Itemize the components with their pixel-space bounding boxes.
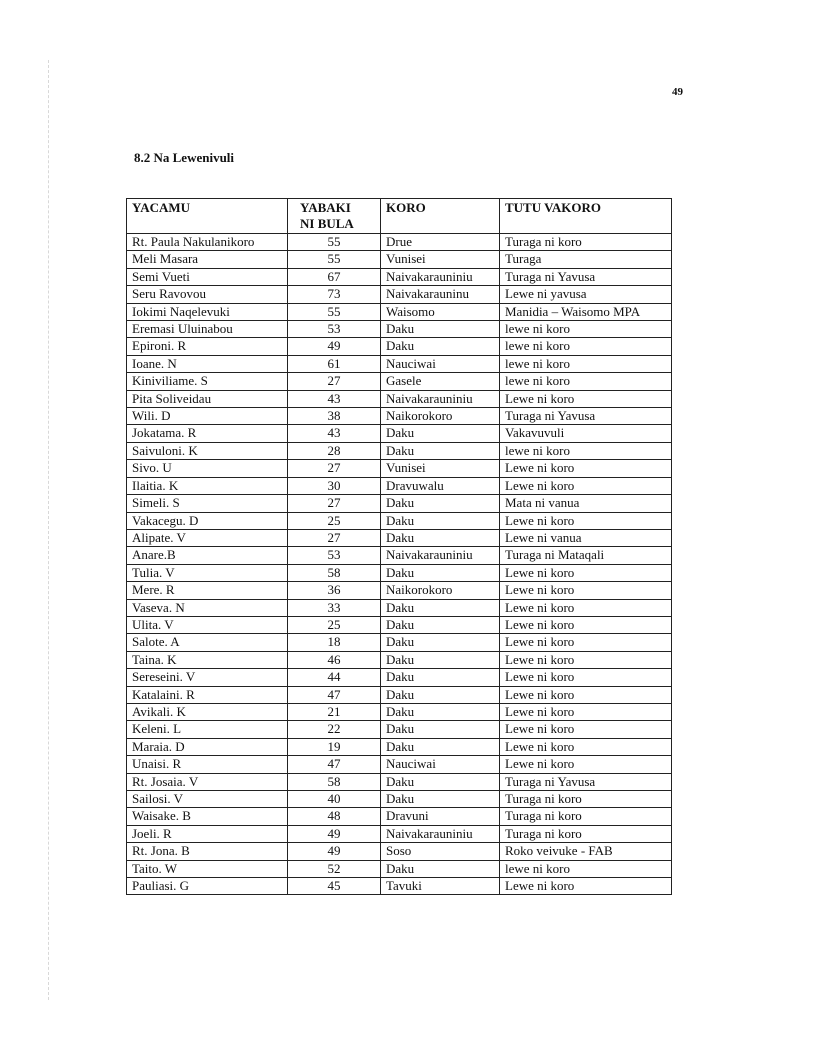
cell-tutu-vakoro: Lewe ni koro — [500, 651, 672, 668]
table-row — [127, 756, 672, 773]
cell-koro: Daku — [381, 564, 500, 581]
cell-name: Ioane. N — [127, 355, 288, 372]
cell-name: Tulia. V — [127, 564, 288, 581]
cell-age: 25 — [288, 616, 381, 633]
table-row — [127, 373, 672, 390]
column-header-koro: KORO — [381, 199, 500, 234]
cell-koro: Dravuwalu — [381, 477, 500, 494]
cell-tutu-vakoro: Lewe ni koro — [500, 686, 672, 703]
page-number: 49 — [672, 86, 683, 98]
cell-tutu-vakoro: Mata ni vanua — [500, 495, 672, 512]
cell-koro: Tavuki — [381, 878, 500, 895]
cell-name: Taina. K — [127, 651, 288, 668]
cell-koro: Daku — [381, 773, 500, 790]
table-row — [127, 582, 672, 599]
cell-age: 55 — [288, 303, 381, 320]
cell-age: 46 — [288, 651, 381, 668]
cell-age: 21 — [288, 703, 381, 720]
table-row — [127, 669, 672, 686]
table-row — [127, 703, 672, 720]
cell-age: 73 — [288, 286, 381, 303]
table-row — [127, 477, 672, 494]
cell-name: Jokatama. R — [127, 425, 288, 442]
cell-age: 49 — [288, 843, 381, 860]
table-row — [127, 495, 672, 512]
cell-koro: Gasele — [381, 373, 500, 390]
cell-tutu-vakoro: Lewe ni yavusa — [500, 286, 672, 303]
cell-age: 44 — [288, 669, 381, 686]
table-row — [127, 234, 672, 251]
cell-koro: Daku — [381, 651, 500, 668]
cell-koro: Daku — [381, 686, 500, 703]
cell-age: 49 — [288, 825, 381, 842]
cell-age: 47 — [288, 686, 381, 703]
table-row — [127, 425, 672, 442]
cell-name: Simeli. S — [127, 495, 288, 512]
cell-name: Avikali. K — [127, 703, 288, 720]
cell-age: 53 — [288, 547, 381, 564]
cell-tutu-vakoro: Lewe ni koro — [500, 564, 672, 581]
cell-age: 58 — [288, 773, 381, 790]
column-header-age — [288, 199, 381, 234]
cell-tutu-vakoro: Lewe ni vanua — [500, 529, 672, 546]
cell-name: Keleni. L — [127, 721, 288, 738]
cell-age: 33 — [288, 599, 381, 616]
table-body — [127, 234, 672, 895]
column-header-age-line1: YABAKI — [300, 200, 351, 215]
cell-age: 45 — [288, 878, 381, 895]
table-row — [127, 634, 672, 651]
cell-koro: Daku — [381, 791, 500, 808]
cell-koro: Naivakarauniniu — [381, 390, 500, 407]
cell-age: 48 — [288, 808, 381, 825]
cell-koro: Naivakarauniniu — [381, 268, 500, 285]
cell-name: Alipate. V — [127, 529, 288, 546]
table-header — [127, 199, 672, 234]
cell-tutu-vakoro: Lewe ni koro — [500, 477, 672, 494]
table-row — [127, 286, 672, 303]
table-row — [127, 808, 672, 825]
cell-tutu-vakoro: Lewe ni koro — [500, 599, 672, 616]
cell-age: 40 — [288, 791, 381, 808]
cell-tutu-vakoro: lewe ni koro — [500, 860, 672, 877]
cell-koro: Daku — [381, 495, 500, 512]
cell-name: Iokimi Naqelevuki — [127, 303, 288, 320]
cell-tutu-vakoro: Manidia – Waisomo MPA — [500, 303, 672, 320]
cell-tutu-vakoro: Turaga — [500, 251, 672, 268]
cell-name: Sereseini. V — [127, 669, 288, 686]
cell-name: Wili. D — [127, 408, 288, 425]
cell-tutu-vakoro: Turaga ni Mataqali — [500, 547, 672, 564]
cell-name: Waisake. B — [127, 808, 288, 825]
cell-koro: Daku — [381, 321, 500, 338]
left-margin-guide — [48, 60, 49, 1000]
cell-tutu-vakoro: Lewe ni koro — [500, 669, 672, 686]
table-row — [127, 512, 672, 529]
cell-koro: Daku — [381, 634, 500, 651]
cell-age: 19 — [288, 738, 381, 755]
cell-age: 53 — [288, 321, 381, 338]
section-title: 8.2 Na Lewenivuli — [134, 150, 235, 165]
cell-koro: Daku — [381, 529, 500, 546]
cell-age: 27 — [288, 460, 381, 477]
cell-koro: Daku — [381, 721, 500, 738]
cell-tutu-vakoro: lewe ni koro — [500, 442, 672, 459]
cell-koro: Naikorokoro — [381, 582, 500, 599]
cell-name: Anare.B — [127, 547, 288, 564]
cell-name: Vaseva. N — [127, 599, 288, 616]
cell-koro: Daku — [381, 738, 500, 755]
cell-age: 25 — [288, 512, 381, 529]
cell-koro: Daku — [381, 703, 500, 720]
cell-name: Epironi. R — [127, 338, 288, 355]
cell-age: 67 — [288, 268, 381, 285]
cell-tutu-vakoro: Lewe ni koro — [500, 512, 672, 529]
cell-tutu-vakoro: Turaga ni koro — [500, 825, 672, 842]
table-row — [127, 773, 672, 790]
cell-name: Eremasi Uluinabou — [127, 321, 288, 338]
cell-name: Sivo. U — [127, 460, 288, 477]
cell-age: 58 — [288, 564, 381, 581]
cell-age: 27 — [288, 495, 381, 512]
cell-age: 47 — [288, 756, 381, 773]
cell-age: 43 — [288, 425, 381, 442]
cell-tutu-vakoro: Lewe ni koro — [500, 616, 672, 633]
cell-age: 55 — [288, 251, 381, 268]
cell-age: 28 — [288, 442, 381, 459]
cell-name: Unaisi. R — [127, 756, 288, 773]
table-row — [127, 843, 672, 860]
cell-age: 43 — [288, 390, 381, 407]
table-row — [127, 321, 672, 338]
cell-name: Katalaini. R — [127, 686, 288, 703]
cell-age: 36 — [288, 582, 381, 599]
table-row — [127, 791, 672, 808]
table-row — [127, 268, 672, 285]
cell-age: 49 — [288, 338, 381, 355]
cell-tutu-vakoro: lewe ni koro — [500, 338, 672, 355]
cell-tutu-vakoro: Turaga ni Yavusa — [500, 773, 672, 790]
cell-name: Kiniviliame. S — [127, 373, 288, 390]
cell-tutu-vakoro: Vakavuvuli — [500, 425, 672, 442]
cell-koro: Vunisei — [381, 460, 500, 477]
cell-tutu-vakoro: lewe ni koro — [500, 355, 672, 372]
cell-koro: Daku — [381, 512, 500, 529]
cell-age: 61 — [288, 355, 381, 372]
cell-name: Ulita. V — [127, 616, 288, 633]
cell-tutu-vakoro: Turaga ni koro — [500, 791, 672, 808]
cell-tutu-vakoro: lewe ni koro — [500, 373, 672, 390]
table-row — [127, 599, 672, 616]
cell-tutu-vakoro: Lewe ni koro — [500, 878, 672, 895]
cell-age: 27 — [288, 529, 381, 546]
cell-koro: Nauciwai — [381, 355, 500, 372]
table-row — [127, 529, 672, 546]
cell-koro: Vunisei — [381, 251, 500, 268]
cell-age: 22 — [288, 721, 381, 738]
cell-tutu-vakoro: Lewe ni koro — [500, 634, 672, 651]
cell-age: 18 — [288, 634, 381, 651]
cell-age: 27 — [288, 373, 381, 390]
cell-name: Rt. Jona. B — [127, 843, 288, 860]
cell-name: Ilaitia. K — [127, 477, 288, 494]
cell-koro: Nauciwai — [381, 756, 500, 773]
cell-tutu-vakoro: Lewe ni koro — [500, 721, 672, 738]
cell-tutu-vakoro: Lewe ni koro — [500, 703, 672, 720]
cell-name: Mere. R — [127, 582, 288, 599]
cell-koro: Daku — [381, 599, 500, 616]
column-header-tutu: TUTU VAKORO — [500, 199, 672, 234]
table-row — [127, 547, 672, 564]
table-row — [127, 738, 672, 755]
cell-name: Rt. Josaia. V — [127, 773, 288, 790]
cell-name: Pauliasi. G — [127, 878, 288, 895]
cell-tutu-vakoro: Roko veivuke - FAB — [500, 843, 672, 860]
cell-koro: Daku — [381, 338, 500, 355]
cell-koro: Daku — [381, 425, 500, 442]
cell-tutu-vakoro: Lewe ni koro — [500, 390, 672, 407]
table-row — [127, 878, 672, 895]
table-row — [127, 721, 672, 738]
cell-koro: Daku — [381, 442, 500, 459]
table-row — [127, 408, 672, 425]
cell-name: Joeli. R — [127, 825, 288, 842]
members-table — [126, 198, 672, 895]
header-row — [127, 199, 672, 234]
cell-koro: Drue — [381, 234, 500, 251]
cell-name: Salote. A — [127, 634, 288, 651]
cell-koro: Naivakarauninu — [381, 286, 500, 303]
cell-name: Meli Masara — [127, 251, 288, 268]
cell-tutu-vakoro: Lewe ni koro — [500, 582, 672, 599]
cell-tutu-vakoro: Turaga ni Yavusa — [500, 408, 672, 425]
cell-tutu-vakoro: Turaga ni Yavusa — [500, 268, 672, 285]
cell-name: Taito. W — [127, 860, 288, 877]
cell-name: Pita Soliveidau — [127, 390, 288, 407]
table-row — [127, 460, 672, 477]
cell-name: Maraia. D — [127, 738, 288, 755]
column-header-age-line2: NI BULA — [300, 216, 354, 231]
cell-koro: Daku — [381, 669, 500, 686]
cell-tutu-vakoro: Lewe ni koro — [500, 738, 672, 755]
table-row — [127, 825, 672, 842]
cell-koro: Dravuni — [381, 808, 500, 825]
table-row — [127, 651, 672, 668]
cell-name: Vakacegu. D — [127, 512, 288, 529]
table-row — [127, 355, 672, 372]
cell-age: 55 — [288, 234, 381, 251]
table-row — [127, 616, 672, 633]
cell-name: Rt. Paula Nakulanikoro — [127, 234, 288, 251]
cell-koro: Soso — [381, 843, 500, 860]
cell-age: 38 — [288, 408, 381, 425]
cell-tutu-vakoro: Turaga ni koro — [500, 808, 672, 825]
table-row — [127, 251, 672, 268]
cell-name: Sailosi. V — [127, 791, 288, 808]
table-row — [127, 860, 672, 877]
table-row — [127, 390, 672, 407]
table-row — [127, 564, 672, 581]
table-row — [127, 442, 672, 459]
cell-koro: Waisomo — [381, 303, 500, 320]
cell-koro: Daku — [381, 860, 500, 877]
cell-koro: Naikorokoro — [381, 408, 500, 425]
cell-name: Seru Ravovou — [127, 286, 288, 303]
cell-age: 30 — [288, 477, 381, 494]
cell-name: Semi Vueti — [127, 268, 288, 285]
cell-koro: Naivakarauniniu — [381, 547, 500, 564]
cell-age: 52 — [288, 860, 381, 877]
table-row — [127, 303, 672, 320]
table-row — [127, 686, 672, 703]
cell-tutu-vakoro: Turaga ni koro — [500, 234, 672, 251]
cell-koro: Daku — [381, 616, 500, 633]
cell-koro: Naivakarauniniu — [381, 825, 500, 842]
table-row — [127, 338, 672, 355]
cell-tutu-vakoro: lewe ni koro — [500, 321, 672, 338]
cell-name: Saivuloni. K — [127, 442, 288, 459]
cell-tutu-vakoro: Lewe ni koro — [500, 460, 672, 477]
column-header-name: YACAMU — [127, 199, 288, 234]
cell-tutu-vakoro: Lewe ni koro — [500, 756, 672, 773]
